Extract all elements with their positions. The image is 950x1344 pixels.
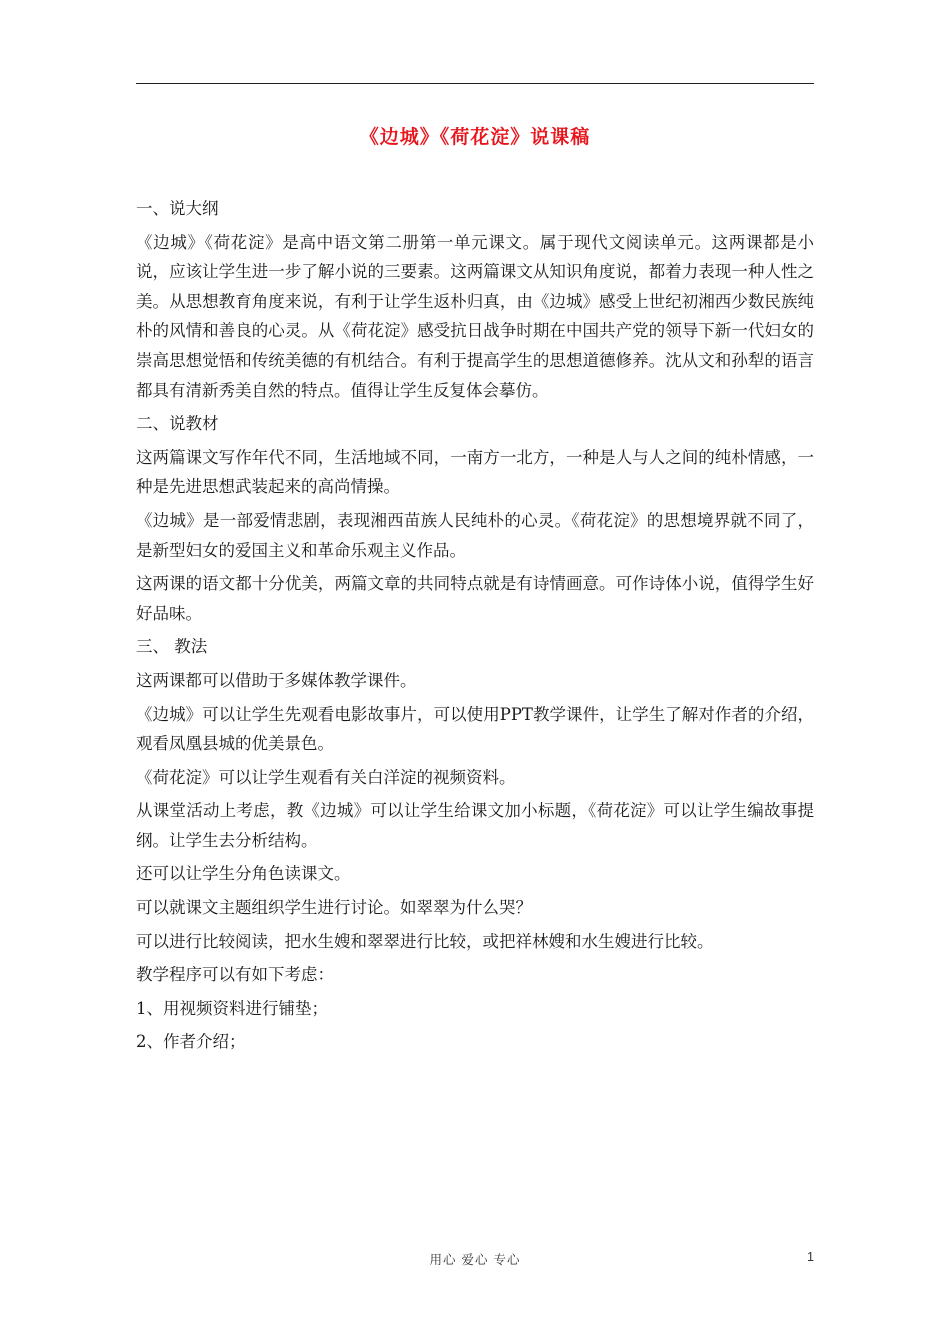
section-heading-textbook: 二、说教材 — [136, 414, 219, 434]
paragraph-textbook-2: 《边城》是一部爱情悲剧，表现湘西苗族人民纯朴的心灵。《荷花淀》的思想境界就不同了，是新型妇女的爱国主义和革命乐观主义作品。 — [136, 510, 814, 560]
paragraph-method-8: 教学程序可以有如下考虑： — [136, 965, 334, 985]
paragraph-textbook-3: 这两课的语文都十分优美，两篇文章的共同特点就是有诗情画意。可作诗体小说，值得学生好好品味。 — [136, 574, 814, 623]
document-body — [136, 194, 814, 1057]
paragraph-method-2: 《边城》可以让学生先观看电影故事片，可以使用PPT教学课件，让学生了解对作者的介绍，观看凤凰县城的优美景色。 — [136, 704, 814, 754]
paragraph-outline-body: 《边城》《荷花淀》是高中语文第二册第一单元课文。属于现代文阅读单元。这两课都是小说，应该让学生进一步了解小说的三要素。这两篇课文从知识角度说，都着力表现一种人性之美。从思想教育角度来说，有利于让学生返朴归真，由《边城》感受上世纪初湘西少数民族纯朴的风情和善良的心灵。从《荷花淀》感受抗日战争时期在中国共产党的领导下新一代妇女的崇高思想觉悟和传统美德的有机结合。有利于提高学生的思想道德修养。沈从文和孙犁的语言都具有清新秀美自然的特点。值得让学生反复体会摹仿。 — [136, 232, 814, 400]
paragraph-method-1: 这两课都可以借助于多媒体教学课件。 — [136, 670, 417, 690]
paragraph-method-7: 可以进行比较阅读，把水生嫂和翠翠进行比较，或把祥林嫂和水生嫂进行比较。 — [136, 931, 714, 951]
header-rule — [136, 83, 814, 84]
footer-motto: 用心 爱心 专心 — [429, 1252, 521, 1267]
page-number: 1 — [807, 1250, 814, 1264]
document-title: 《边城》《荷花淀》说课稿 — [359, 126, 591, 148]
paragraph-method-4: 从课堂活动上考虑，教《边城》可以让学生给课文加小标题，《荷花淀》可以让学生编故事提纲。让学生去分析结构。 — [136, 801, 814, 850]
paragraph-textbook-1: 这两篇课文写作年代不同，生活地域不同，一南方一北方，一种是人与人之间的纯朴情感，一种是先进思想武装起来的高尚情操。 — [136, 447, 814, 497]
section-heading-method: 三、 教法 — [136, 637, 208, 657]
paragraph-method-5: 还可以让学生分角色读课文。 — [136, 864, 351, 884]
list-item-step-2: 2、作者介绍； — [136, 1032, 246, 1052]
paragraph-method-3: 《荷花淀》可以让学生观看有关白洋淀的视频资料。 — [136, 767, 516, 787]
paragraph-method-6: 可以就课文主题组织学生进行讨论。如翠翠为什么哭？ — [136, 898, 532, 918]
section-heading-outline: 一、说大纲 — [136, 199, 219, 218]
list-item-step-1: 1、用视频资料进行铺垫； — [136, 998, 328, 1018]
page-footer — [136, 1250, 814, 1270]
